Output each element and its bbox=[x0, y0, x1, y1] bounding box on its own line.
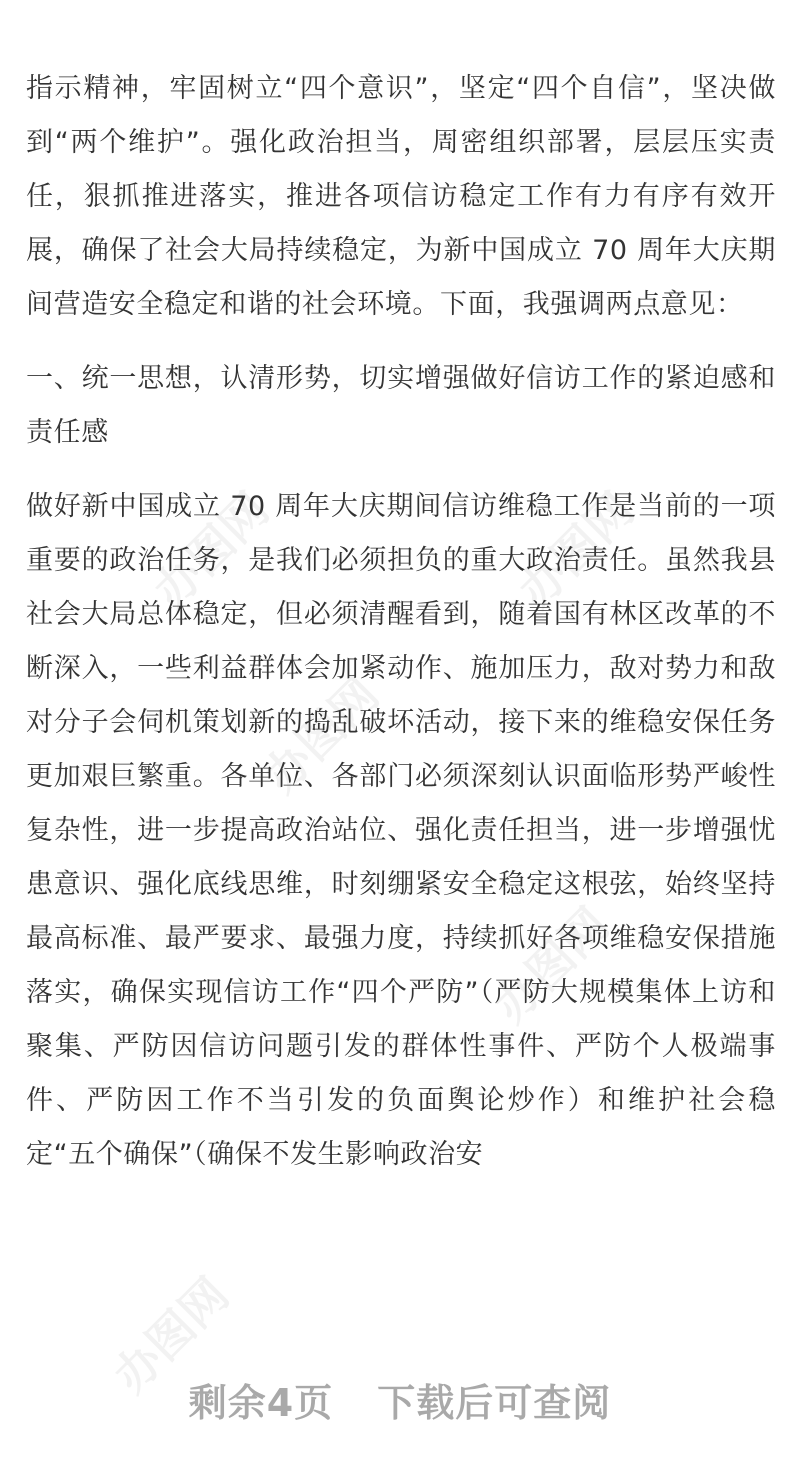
remaining-pages-label: 剩余4页 bbox=[188, 1381, 334, 1425]
watermark: 办图网 bbox=[103, 1267, 240, 1404]
watermark: 办图网 bbox=[143, 482, 280, 619]
watermark: 办图网 bbox=[253, 667, 390, 804]
download-prompt[interactable] bbox=[0, 1372, 800, 1427]
download-to-view-label: 下载后可查阅 bbox=[377, 1381, 612, 1425]
paragraph-intro: 指示精神，牢固树立“四个意识”，坚定“四个自信”，坚决做到“两个维护”。强化政治担当，周密组织部署，层层压实责任，狠抓推进落实，推进各项信访稳定工作有力有序有效开展，确保了社会大局持续稳定，为新中国成立 70 周年大庆期间营造安全稳定和谐的社会环境。下面，我强调两点意见： bbox=[26, 73, 776, 320]
section-heading: 一、统一思想，认清形势，切实增强做好信访工作的紧迫感和责任感 bbox=[26, 363, 776, 448]
document-body bbox=[26, 62, 776, 1182]
watermark: 办图网 bbox=[483, 897, 620, 1034]
paragraph-body: 做好新中国成立 70 周年大庆期间信访维稳工作是当前的一项重要的政治任务，是我们必须担负的重大政治责任。虽然我县社会大局总体稳定，但必须清醒看到，随着国有林区改革的不断深入，一些利益群体会加紧动作、施加压力，敌对势力和敌对分子会伺机策划新的捣乱破坏活动，接下来的维稳安保任务更加艰巨繁重。各单位、各部门必须深刻认识面临形势严峻性复杂性，进一步提高政治站位、强化责任担当，进一步增强忧患意识、强化底线思维，时刻绷紧安全稳定这根弦，始终坚持最高标准、最严要求、最强力度，持续抓好各项维稳安保措施落实，确保实现信访工作“四个严防”（严防大规模集体上访和聚集、严防因信访问题引发的群体性事件、严防个人极端事件、严防因工作不当引发的负面舆论炒作）和维护社会稳定“五个确保”（确保不发生影响政治安 bbox=[26, 491, 776, 1170]
watermark: 办图网 bbox=[508, 482, 645, 619]
